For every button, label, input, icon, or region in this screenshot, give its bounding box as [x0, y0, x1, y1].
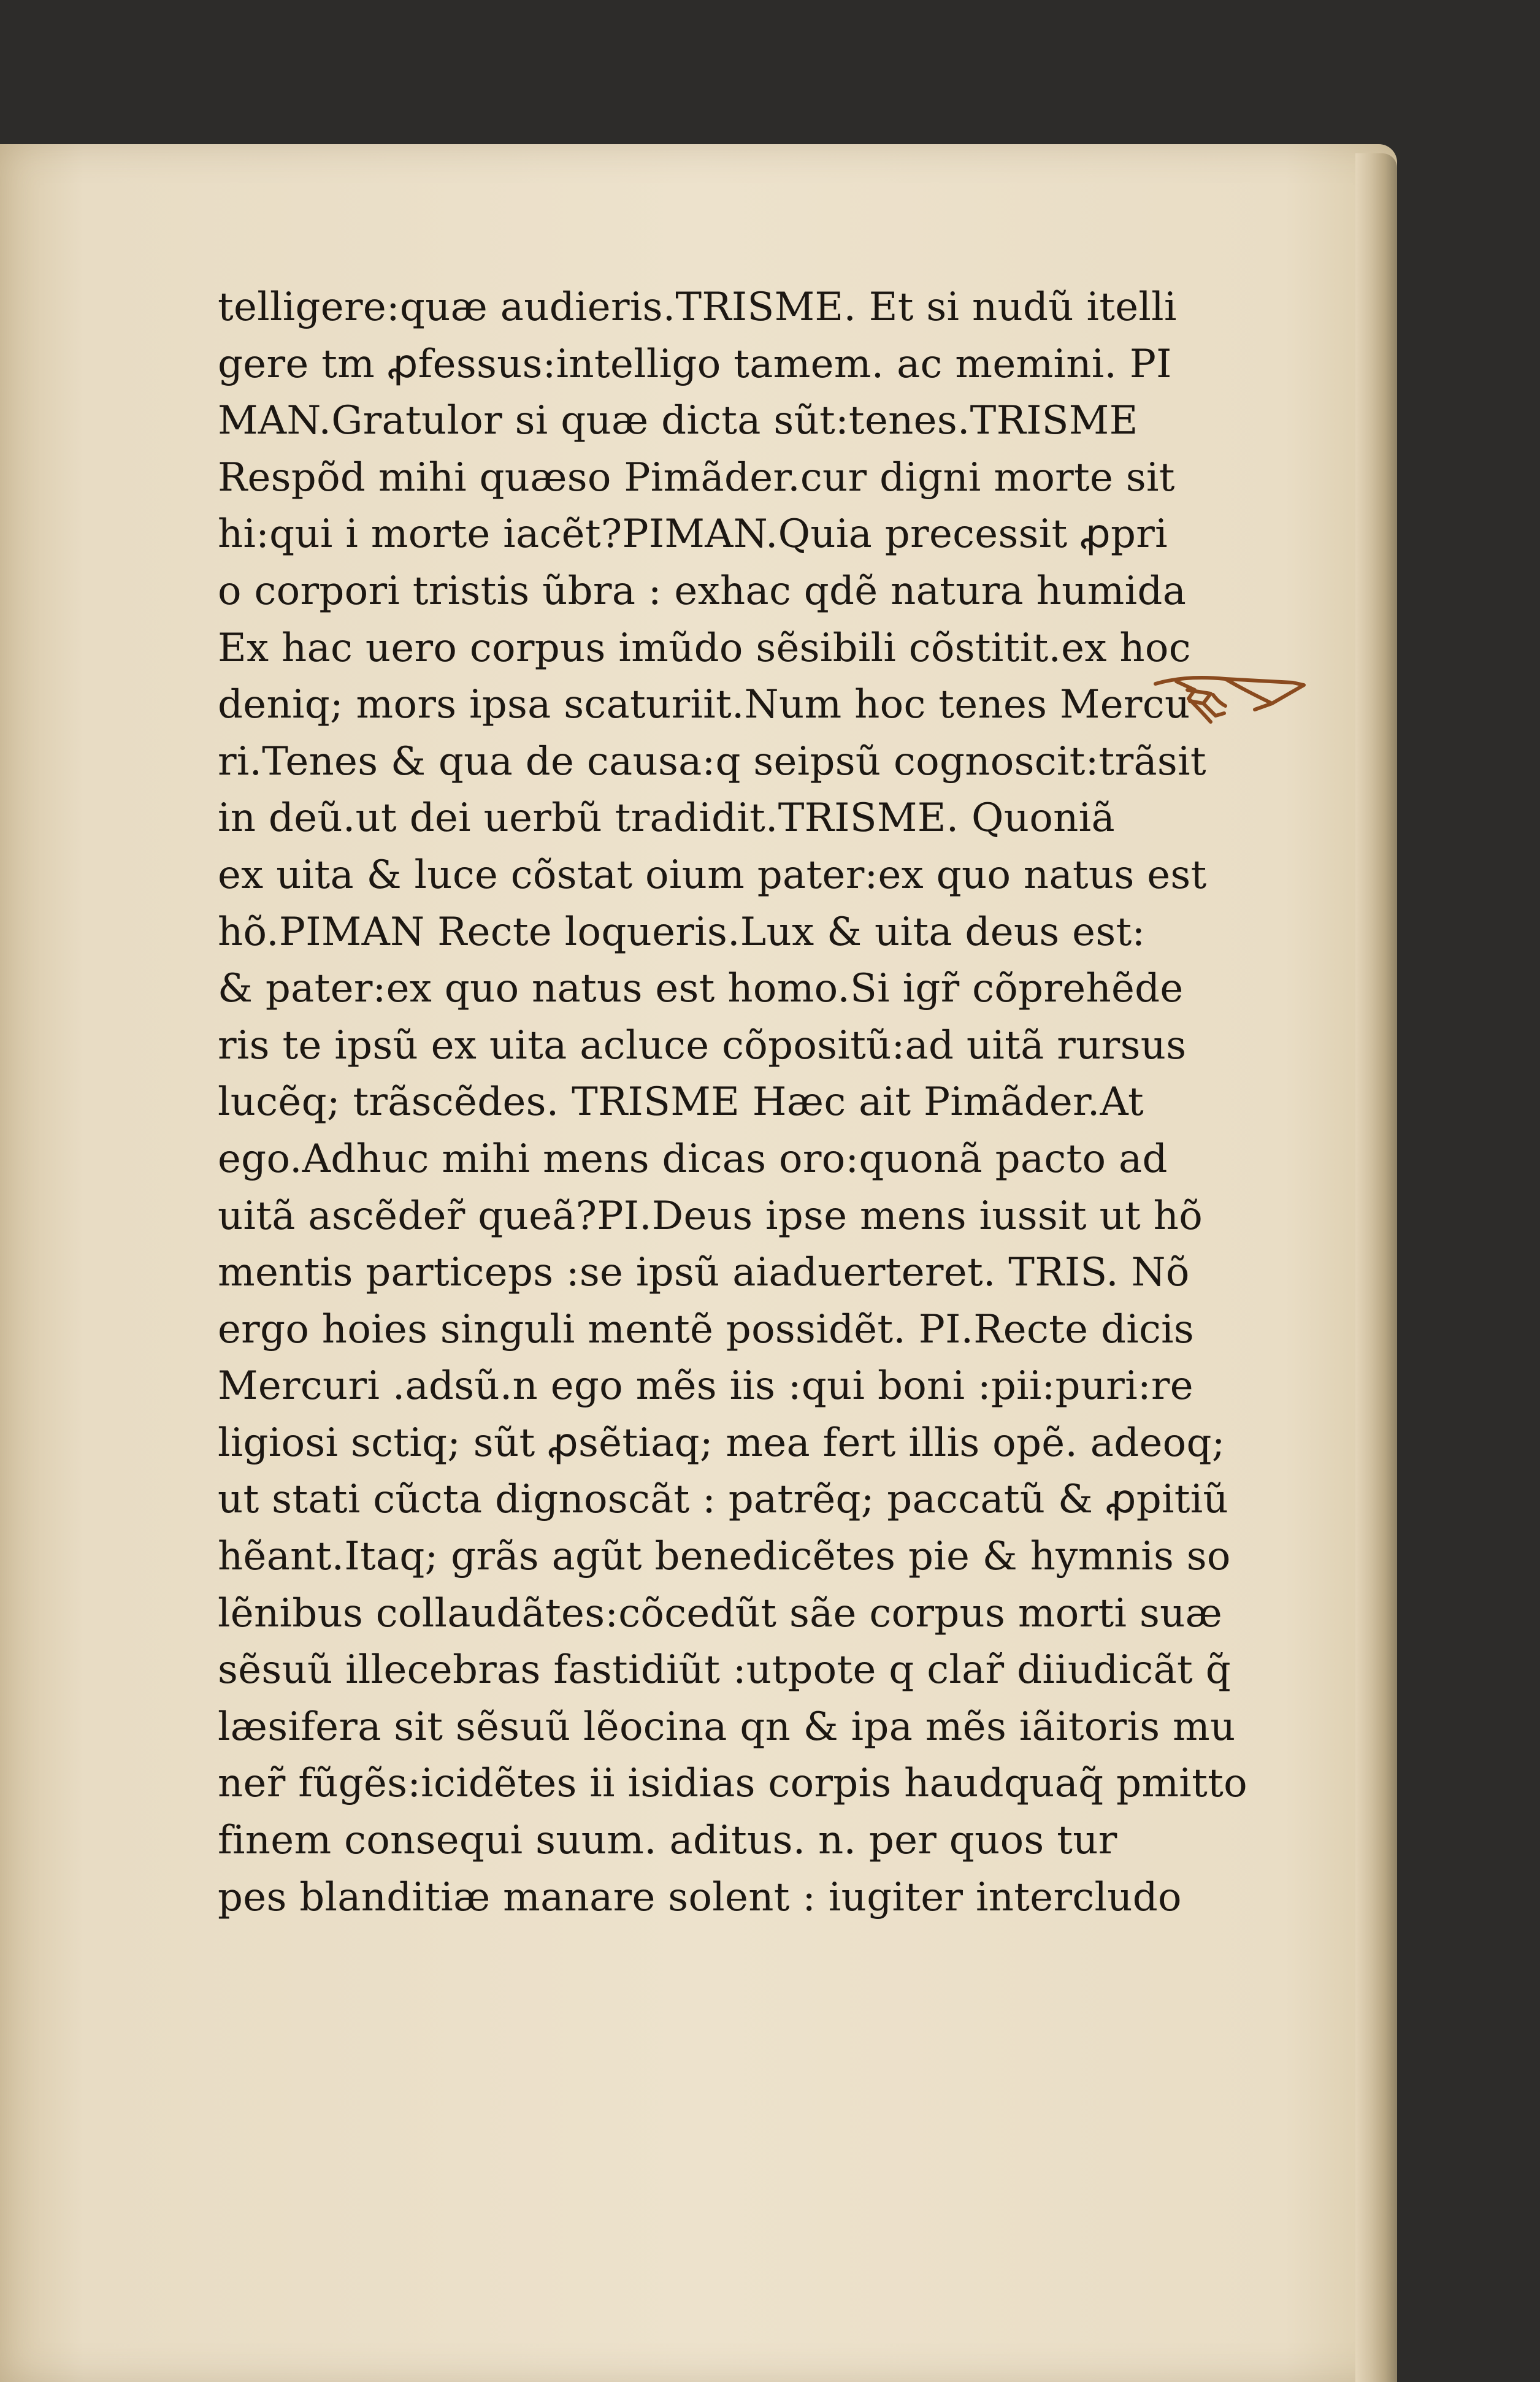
text-line: MAN.Gratulor si quæ dicta sũt:tenes.TRISME	[218, 398, 1138, 444]
text-line: telligere:quæ audieris.TRISME. Et si nudũ itelli	[218, 285, 1177, 330]
manicule-icon	[1152, 665, 1308, 745]
text-line: ner̃ fũgẽs:icidẽtes ii isidias corpis haudquaq̃ pmitto	[218, 1761, 1247, 1807]
text-line: ergo hoies singuli mentẽ possidẽt. PI.Recte dicis	[218, 1306, 1195, 1352]
text-line: o corpori tristis ũbra : exhac qdẽ natura humida	[218, 568, 1187, 614]
text-line: ris te ipsũ ex uita acluce cõpositũ:ad uitã rursus	[218, 1022, 1187, 1068]
text-line: Respõd mihi quæso Pimãder.cur digni morte sit	[218, 454, 1175, 500]
text-line: in deũ.ut dei uerbũ tradidit.TRISME. Quoniã	[218, 795, 1115, 841]
text-line: ut stati cũcta dignoscãt : patrẽq; paccatũ & ꝓpitiũ	[218, 1477, 1229, 1523]
text-line: finem consequi suum. aditus. n. per quos tur	[218, 1818, 1117, 1864]
text-line: deniq; mors ipsa scaturiit.Num hoc tenes Mercu	[218, 682, 1190, 728]
text-line: lucẽq; trãscẽdes. TRISME Hæc ait Pimãder.At	[218, 1079, 1144, 1125]
text-line: læsifera sit sẽsuũ lẽocina qn & ipa mẽs iãitoris mu	[218, 1704, 1236, 1750]
text-line: ri.Tenes & qua de causa:q seipsũ cognoscit:trãsit	[218, 738, 1206, 784]
text-line: & pater:ex quo natus est homo.Si igr̃ cõprehẽde	[218, 966, 1184, 1012]
text-line: uitã ascẽder̃ queã?PI.Deus ipse mens iussit ut hõ	[218, 1193, 1203, 1239]
text-line: ligiosi sctiq; sũt ꝓsẽtiaq; mea fert illis opẽ. adeoq;	[218, 1420, 1225, 1466]
text-line: lẽnibus collaudãtes:cõcedũt sãe corpus morti suæ	[218, 1590, 1223, 1636]
page-fore-edge	[1355, 153, 1397, 2382]
text-line: ego.Adhuc mihi mens dicas oro:quonã pacto ad	[218, 1136, 1168, 1182]
text-line: hi:qui i morte iacẽt?PIMAN.Quia precessit ꝓpri	[218, 511, 1168, 557]
text-line: pes blanditiæ manare solent : iugiter intercludo	[218, 1874, 1182, 1920]
text-line: mentis particeps :se ipsũ aiaduerteret. TRIS. Nõ	[218, 1250, 1190, 1296]
text-line: Ex hac uero corpus imũdo sẽsibili cõstitit.ex hoc	[218, 625, 1191, 671]
text-line: ex uita & luce cõstat oium pater:ex quo natus est	[218, 852, 1207, 898]
text-line: sẽsuũ illecebras fastidiũt :utpote q clar̃ diiudicãt q̃	[218, 1647, 1231, 1693]
text-line: hõ.PIMAN Recte loqueris.Lux & uita deus est:	[218, 909, 1146, 955]
text-line: gere tm ꝓfessus:intelligo tamem. ac memini. PI	[218, 341, 1172, 387]
latin-text-block	[218, 279, 1247, 1926]
text-line: hẽant.Itaq; grãs agũt benedicẽtes pie & hymnis so	[218, 1534, 1231, 1580]
text-line: Mercuri .adsũ.n ego mẽs iis :qui boni :pii:puri:re	[218, 1363, 1193, 1409]
